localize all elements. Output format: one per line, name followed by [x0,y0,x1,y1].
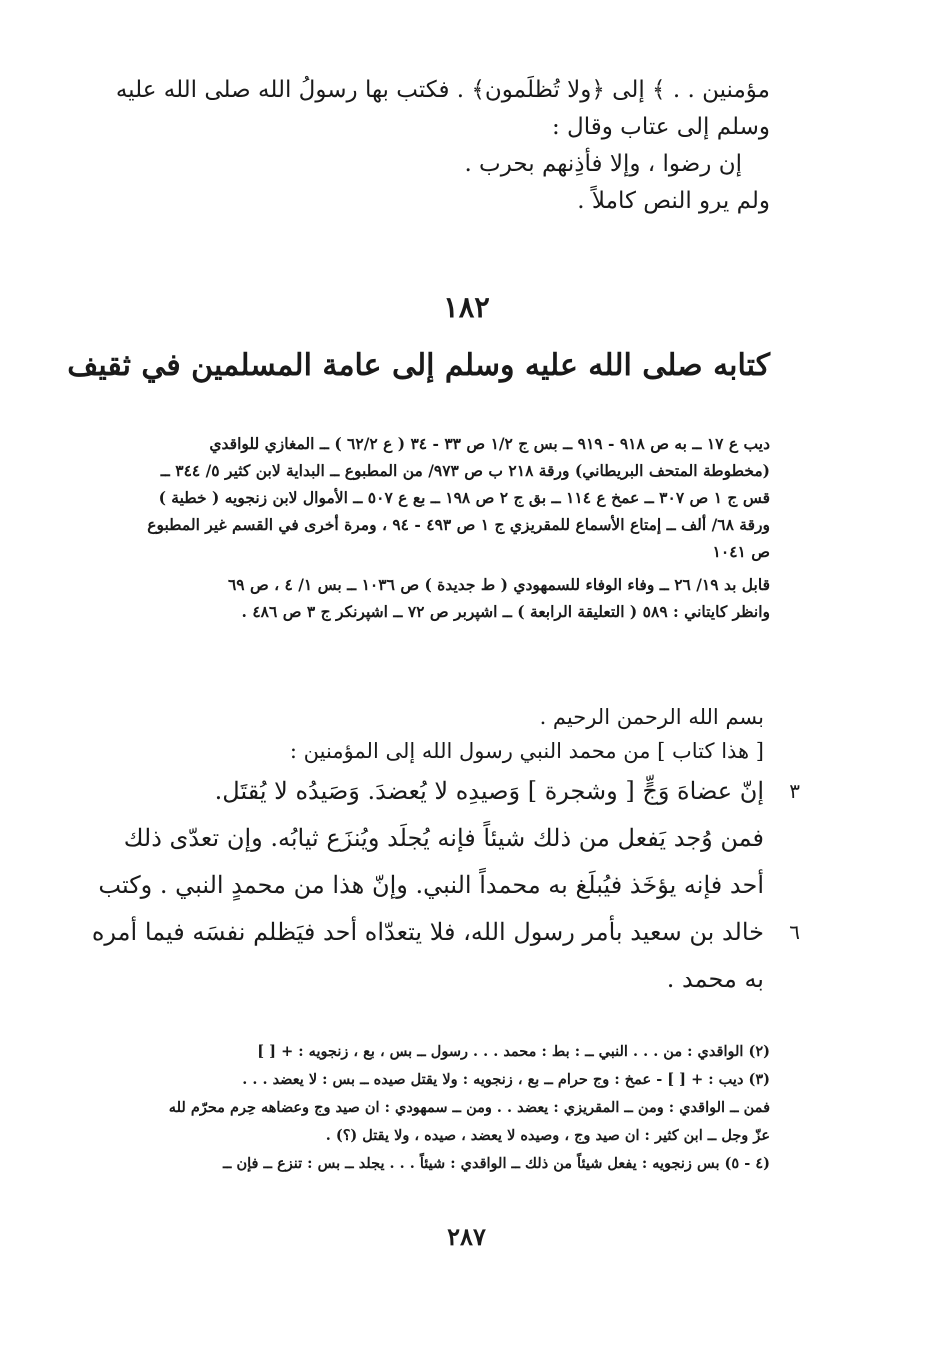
letter-line-text: بسم الله الرحمن الرحيم . [539,705,764,729]
letter-line [100,862,800,909]
letter-line-text: خالد بن سعيد بأمر رسول الله، فلا يتعدّاه أحد فيَظلم نفسَه فيما أمره [91,918,764,946]
letter-line [100,734,800,768]
footnotes-block [130,1038,770,1178]
letter-text [91,700,800,1003]
paragraph-line: وسلم إلى عتاب وقال : [551,114,770,140]
letter-line-text: [ هذا كتاب ] من محمد النبي رسول الله إلى المؤمنين : [289,739,764,763]
document-number: ١٨٢ [443,290,490,324]
source-line: قس ج ١ ص ٣٠٧ ــ عمخ ع ١١٤ ــ بق ج ٢ ص ١٩٨ ــ بع ع ٥٠٧ ــ الأموال لابن زنجويه ( خطية ) [158,488,770,507]
page-number: ٢٨٧ [447,1222,486,1251]
letter-line-text: فمن وُجد يَفعل من ذلك شيئاً فإنه يُجلَد ويُنزَع ثيابُه. وإن تعدّى ذلك [123,824,764,852]
continued-paragraph [115,72,770,220]
letter-line-text: إنّ عضاهَ وَجٍّ [ وشجرة ] وَصيدِه لا يُعضدَ. وَصَيدُه لا يُقتَل. [214,777,764,805]
letter-line [100,700,800,734]
line-number: ٦ [789,920,800,944]
source-line: ورقة ٦٨/ ألف ــ إمتاع الأسماع للمقريزي ج ١ ص ٤٩٣ - ٩٤ ، ومرة أخرى في القسم غير المطبوع [147,515,770,534]
source-line: ص ١٠٤١ [712,542,770,561]
letter-line [91,909,800,956]
paragraph-line: إن رضوا ، وإلا فأذِنهم بحرب . [464,151,742,177]
source-line: (مخطوطة المتحف البريطاني) ورقة ٢١٨ ب ص ٩٧٣/ من المطبوع ــ البداية لابن كثير ٥/ ٣٤٤ ــ [160,461,770,480]
footnote-line: (٣) ديب : + [ ] - عمخ : وج حرام ــ بع ، زنجويه : ولا يقتل صيده ــ بس : لا يعضد . . . [242,1071,770,1088]
source-line: وانظر كايتاني : ٥٨٩ ( التعليقة الرابعة ) ــ اشپربر ص ٧٢ ــ اشپرنكر ج ٣ ص ٤٨٦ . [241,602,770,621]
footnote-line: عزّ وجل ــ ابن كثير : ان صيد وج ، وصيده لا يعضد ، صيده ، ولا يقتل (؟) . [325,1127,770,1144]
source-line: ديب ع ١٧ ــ به ص ٩١٨ - ٩١٩ ــ بس ج ١/٢ ص ٣٣ - ٣٤ ( ع ٦٢/٢ ) ــ المغازي للواقدي [209,434,770,453]
paragraph-line: ولم يرو النص كاملاً . [577,188,770,214]
letter-line-text: به محمد . [666,965,764,993]
source-line: قابل بد ١٩/ ٢٦ ــ وفاء الوفاء للسمهودي ( ط جديدة ) ص ١٠٣٦ ــ بس ١/ ٤ ، ص ٦٩ [227,575,770,594]
document-title: كتابه صلى الله عليه وسلم إلى عامة المسلمين في ثقيف [67,348,770,383]
line-number: ٣ [789,779,800,803]
footnote-line: (٢) الواقدي : من . . . النبي ــ : بط : محمد . . . رسول ــ بس ، بع ، زنجويه : + [ ] [257,1043,770,1060]
footnote-line: (٤ - ٥) بس زنجويه : يفعل شيئاً من ذلك ــ الواقدي : شيئاً . . . يجلد ــ بس : تنزع ــ فإن ــ [222,1155,770,1172]
letter-line [100,815,800,862]
sources-block [130,430,770,625]
letter-line-text: أحد فإنه يؤخَذ فيُبلَغ به محمداً النبي. وإنّ هذا من محمدٍ النبي . وكتب [98,871,764,899]
letter-line [100,956,800,1003]
footnote-line: فمن ــ الواقدي : ومن ــ المقريزي : يعضد . . ومن ــ سمهودي : ان صيد وج وعضاهه حِرم محرّم لله [168,1099,770,1116]
paragraph-line: مؤمنين . . ﴾ إلى ﴿ولا تُظلَمون﴾ . فكتب بها رسولُ الله صلى الله عليه [115,77,770,103]
letter-line [100,768,800,815]
